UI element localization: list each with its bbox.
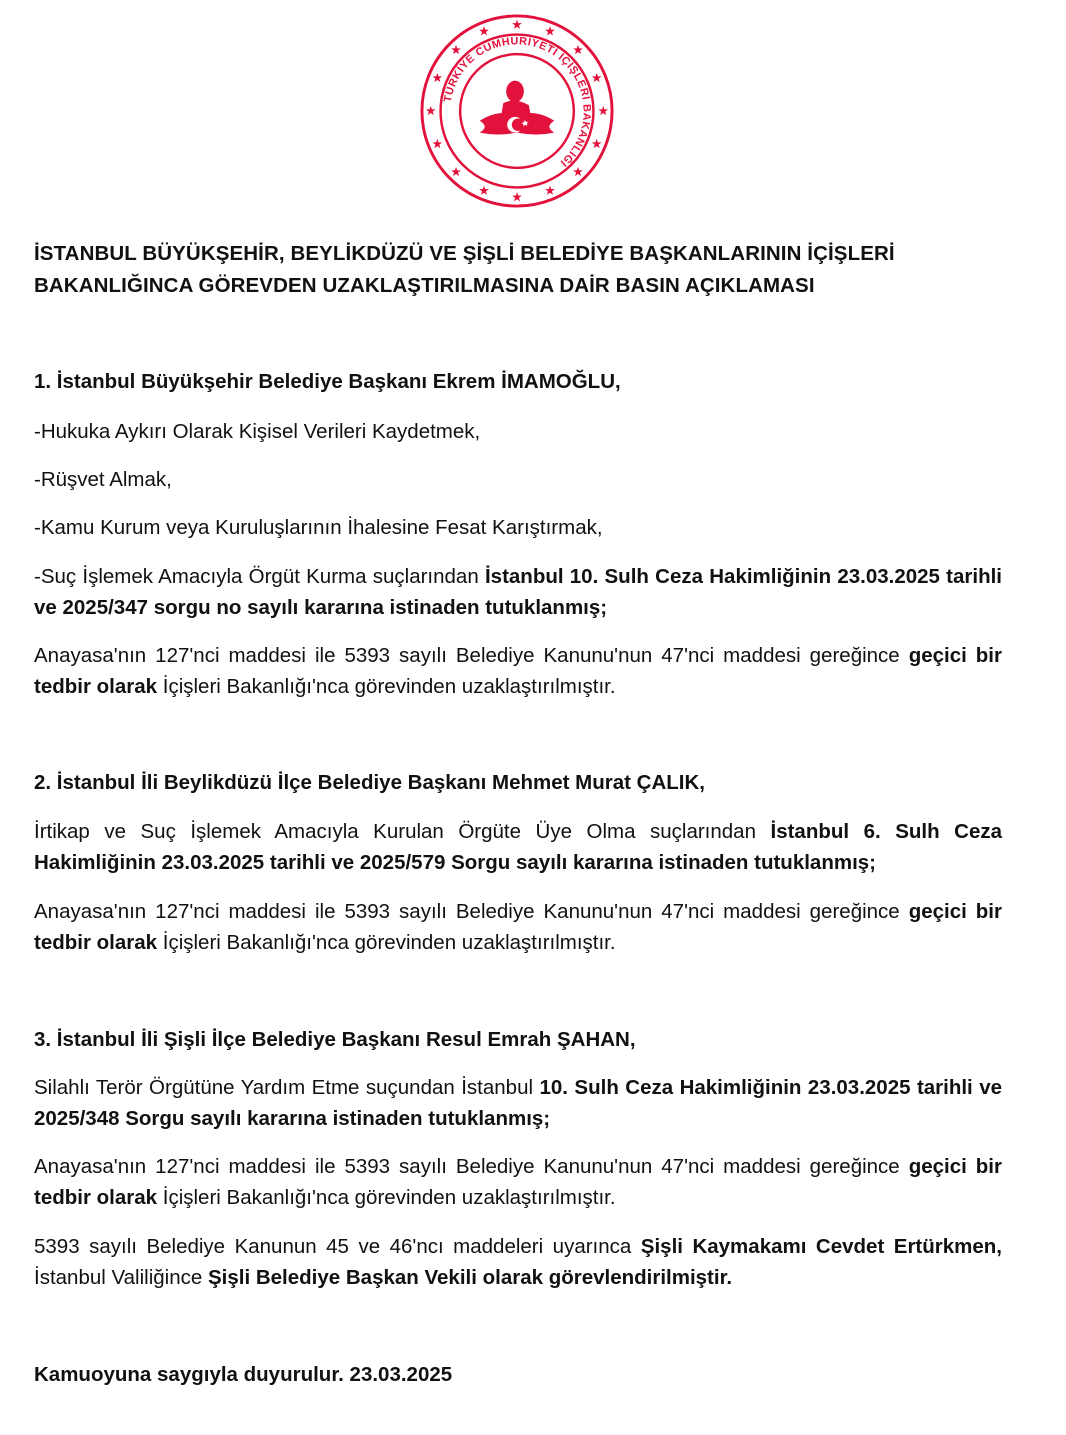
section-1-charge-1: -Hukuka Aykırı Olarak Kişisel Verileri Kaydetmek, (34, 420, 481, 443)
section-2-charge-text: İrtikap ve Suç İşlemek Amacıyla Kurulan Örgüte Üye Olma suçlarından (34, 820, 771, 843)
section-3-charge (34, 1072, 1002, 1134)
section-3-decision (34, 1151, 1002, 1213)
section-1-charge-3: -Kamu Kurum veya Kuruluşlarının İhalesine Fesat Karıştırmak, (34, 516, 603, 539)
section-3-charge-text: Silahlı Terör Örgütüne Yardım Etme suçundan İstanbul (34, 1076, 540, 1099)
seal-star-icon (479, 26, 489, 35)
seal-star-icon (545, 186, 555, 195)
section-1-decision-text-a: Anayasa'nın 127'nci maddesi ile 5393 sayılı Belediye Kanunu'nun 47'nci maddesi gereğince (34, 644, 909, 667)
seal-star-icon (573, 167, 583, 176)
seal-star-icon (545, 26, 555, 35)
seal-star-icon (451, 45, 461, 54)
section-2-charge-court: İstanbul 6. Sulh Ceza Hakimliğinin 23.03.2025 tarihli ve 2025/579 Sorgu sayılı kararına istinaden tutuklanmış; (34, 820, 1002, 874)
section-3-charge-court: 10. Sulh Ceza Hakimliğinin 23.03.2025 tarihli ve 2025/348 Sorgu sayılı kararına istinaden tutuklanmış; (34, 1076, 1002, 1130)
section-2-heading: 2. İstanbul İli Beylikdüzü İlçe Belediye Başkanı Mehmet Murat ÇALIK, (34, 771, 705, 794)
section-3-decision-text-b: İçişleri Bakanlığı'nca görevinden uzaklaştırılmıştır. (157, 1186, 616, 1209)
section-3-deputy-role: Şişli Belediye Başkan Vekili olarak görevlendirilmiştir. (207, 1266, 733, 1289)
seal-star-icon (592, 73, 602, 82)
seal-star-icon (479, 186, 489, 195)
section-2-decision-text-b: İçişleri Bakanlığı'nca görevinden uzaklaştırılmıştır. (157, 931, 616, 954)
title-line-2: BAKANLIĞINCA GÖREVDEN UZAKLAŞTIRILMASINA DAİR BASIN AÇIKLAMASI (34, 274, 815, 297)
section-3-decision-text-a: Anayasa'nın 127'nci maddesi ile 5393 sayılı Belediye Kanunu'nun 47'nci maddesi gereğince (34, 1155, 909, 1178)
title-line-1: İSTANBUL BÜYÜKŞEHİR, BEYLİKDÜZÜ VE ŞİŞLİ BELEDİYE BAŞKANLARININ İÇİŞLERİ (34, 242, 895, 265)
section-1-decision-text-b: İçişleri Bakanlığı'nca görevinden uzaklaştırılmıştır. (157, 675, 616, 698)
seal-star-icon (592, 139, 602, 148)
section-3-deputy-text-b: İstanbul Valiliğince (34, 1266, 208, 1289)
section-3-deputy-text-a: 5393 sayılı Belediye Kanunun 45 ve 46'ncı maddeleri uyarınca (34, 1235, 641, 1258)
seal-ring-text: TÜRKİYE CUMHURİYETİ İÇİŞLERİ BAKANLIĞI (441, 35, 593, 170)
section-2-decision-emphasis: geçici bir tedbir olarak (34, 900, 1002, 954)
seal-star-icon (451, 167, 461, 176)
section-1-charge-4 (34, 561, 1002, 623)
section-1-charge-4-text: -Suç İşlemek Amacıyla Örgüt Kurma suçlarından (34, 565, 485, 588)
ministry-seal-logo (419, 13, 615, 209)
section-2-decision (34, 896, 1002, 958)
closing-statement: Kamuoyuna saygıyla duyurulur. 23.03.2025 (34, 1363, 453, 1386)
section-1-charge-2: -Rüşvet Almak, (34, 468, 172, 491)
section-3-deputy-assignment (34, 1231, 1002, 1293)
section-2-charge (34, 816, 1002, 878)
section-1-charge-4-court: İstanbul 10. Sulh Ceza Hakimliğinin 23.03.2025 tarihli ve 2025/347 sorgu no sayılı kararına istinaden tutuklanmış; (34, 565, 1002, 619)
section-2-decision-text-a: Anayasa'nın 127'nci maddesi ile 5393 sayılı Belediye Kanunu'nun 47'nci maddesi gereğince (34, 900, 909, 923)
seal-star-icon (432, 139, 442, 148)
seal-star-icon (512, 192, 522, 201)
document-title (34, 238, 1024, 302)
section-1-decision (34, 640, 1002, 702)
seal-star-icon (432, 73, 442, 82)
section-3-decision-emphasis: geçici bir tedbir olarak (34, 1155, 1002, 1209)
section-1-heading: 1. İstanbul Büyükşehir Belediye Başkanı Ekrem İMAMOĞLU, (34, 370, 621, 393)
section-1-decision-emphasis: geçici bir tedbir olarak (34, 644, 1002, 698)
seal-star-icon (426, 106, 436, 115)
section-3-heading: 3. İstanbul İli Şişli İlçe Belediye Başkanı Resul Emrah ŞAHAN, (34, 1028, 636, 1051)
section-3-deputy-governor: Şişli Kaymakamı Cevdet Ertürkmen, (640, 1235, 1002, 1258)
seal-star-icon (598, 106, 608, 115)
seal-star-icon (573, 45, 583, 54)
seal-star-icon (512, 20, 522, 29)
